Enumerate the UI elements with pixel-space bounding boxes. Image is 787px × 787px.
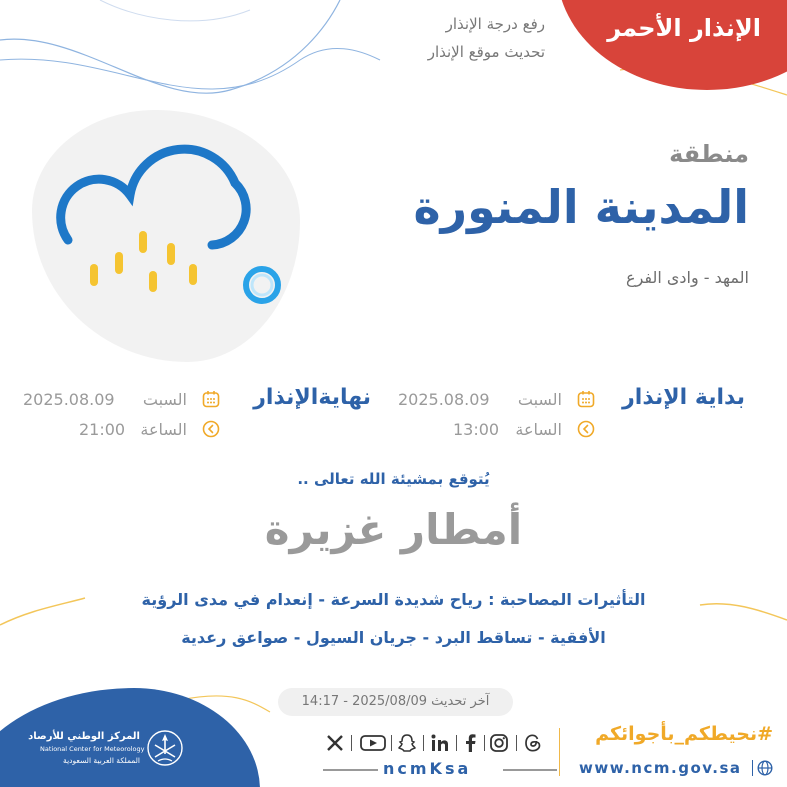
forecast-impacts-line1: التأثيرات المصاحبة : رياح شديدة السرعة - إنعدام في مدى الرؤية	[141, 590, 646, 609]
threads-icon[interactable]	[523, 733, 543, 753]
social-separator	[351, 735, 352, 751]
region-areas: المهد - وادى الفرع	[626, 268, 749, 287]
clock-icon	[577, 420, 595, 438]
globe-icon	[757, 760, 773, 776]
ncm-country-arabic: المملكة العربية السعودية	[63, 756, 140, 765]
social-separator	[484, 735, 485, 751]
alert-level-label: الإنذار الأحمر	[607, 14, 761, 42]
region-label: منطقة	[669, 140, 749, 168]
forecast-impacts-line2: الأفقية - تساقط البرد - جريان السيول - صواعق رعدية	[181, 628, 606, 647]
calendar-icon	[202, 390, 220, 408]
start-title: بداية الإنذار	[622, 385, 745, 410]
instagram-icon[interactable]	[489, 733, 509, 753]
end-title: نهايةالإنذار	[253, 385, 371, 410]
alert-note-location-update: تحديث موقع الإنذار	[427, 43, 545, 61]
ncm-name-arabic: المركز الوطني للأرصاد	[28, 731, 140, 742]
end-date: 2025.08.09	[23, 390, 115, 409]
website-separator	[752, 760, 753, 776]
campaign-hashtag: #نحيطكم_بأجوائكم	[595, 723, 773, 745]
end-day: السبت	[142, 390, 187, 409]
rain-cloud-icon	[50, 125, 295, 315]
last-update-badge: آخر تحديث 2025/08/09 - 14:17	[278, 688, 513, 716]
saudi-emblem-icon	[147, 727, 183, 769]
website-link[interactable]: www.ncm.gov.sa	[579, 759, 742, 777]
social-handle[interactable]: ncmKsa	[383, 759, 472, 778]
forecast-headline: أمطار غزيرة	[264, 505, 523, 554]
footer-divider	[559, 728, 560, 776]
social-separator	[423, 735, 424, 751]
end-time-label: الساعة	[140, 420, 187, 439]
end-time: 21:00	[79, 420, 126, 439]
facebook-icon[interactable]	[461, 733, 481, 753]
social-separator	[456, 735, 457, 751]
ncm-name-english: National Center for Meteorology	[40, 745, 145, 753]
start-date: 2025.08.09	[398, 390, 490, 409]
start-time: 13:00	[453, 420, 500, 439]
snapchat-icon[interactable]	[397, 733, 417, 753]
social-separator	[516, 735, 517, 751]
start-day: السبت	[517, 390, 562, 409]
forecast-intro: يُتوقع بمشيئة الله تعالى ..	[297, 470, 490, 488]
social-separator	[391, 735, 392, 751]
start-time-label: الساعة	[515, 420, 562, 439]
linkedin-icon[interactable]	[430, 733, 450, 753]
region-name: المدينة المنورة	[413, 180, 749, 234]
x-icon[interactable]	[325, 733, 345, 753]
calendar-icon	[577, 390, 595, 408]
youtube-icon[interactable]	[360, 733, 386, 753]
alert-note-raise-level: رفع درجة الإنذار	[445, 15, 545, 33]
clock-icon	[202, 420, 220, 438]
